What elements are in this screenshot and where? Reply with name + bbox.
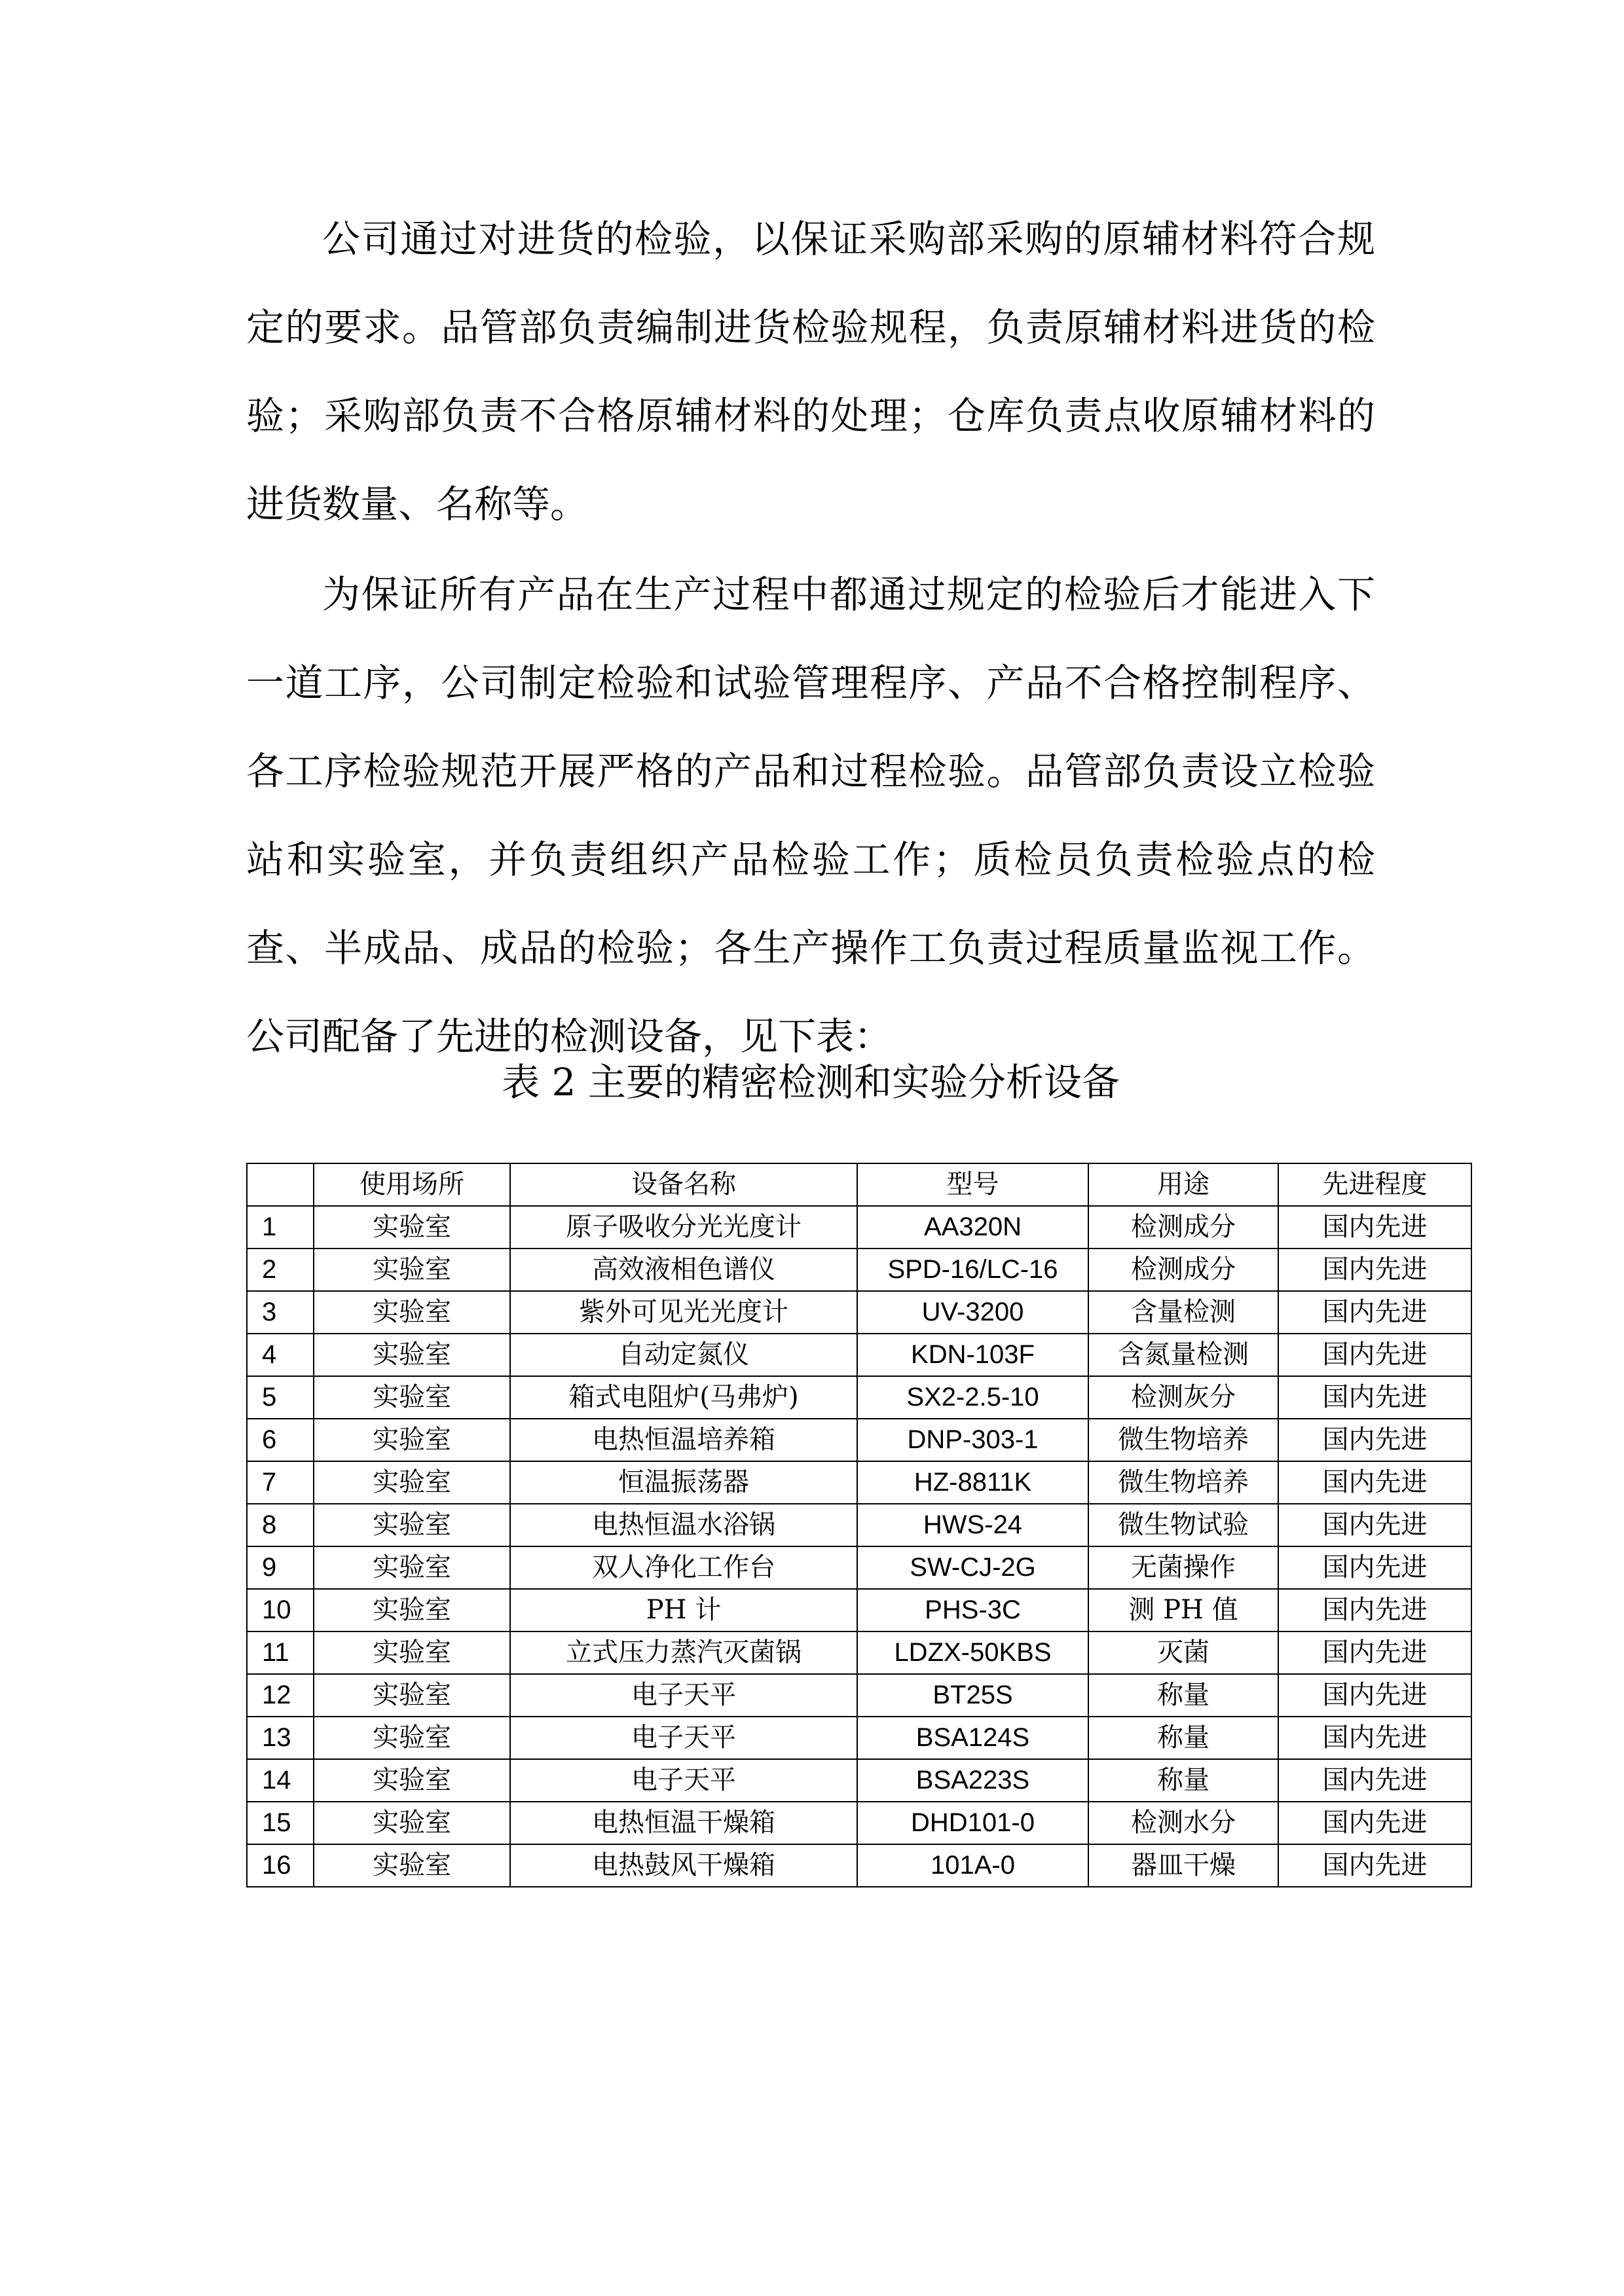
- purpose-cell: 检测灰分: [1088, 1376, 1278, 1419]
- header-advancement: 先进程度: [1278, 1163, 1471, 1206]
- advancement-cell: 国内先进: [1278, 1844, 1471, 1887]
- location-cell: 实验室: [314, 1844, 510, 1887]
- table-row: [247, 1546, 1471, 1589]
- model-cell: PHS-3C: [857, 1589, 1088, 1631]
- row-index: 10: [247, 1589, 314, 1631]
- equipment-name-cell: 电子天平: [510, 1674, 857, 1717]
- location-cell: 实验室: [314, 1674, 510, 1717]
- equipment-name-cell: 自动定氮仪: [510, 1334, 857, 1376]
- model-cell: BSA124S: [857, 1717, 1088, 1759]
- header-purpose: 用途: [1088, 1163, 1278, 1206]
- row-index: 16: [247, 1844, 314, 1887]
- location-cell: 实验室: [314, 1376, 510, 1419]
- equipment-name-cell: 箱式电阻炉(马弗炉): [510, 1376, 857, 1419]
- header-location: 使用场所: [314, 1163, 510, 1206]
- row-index: 4: [247, 1334, 314, 1376]
- row-index: 13: [247, 1717, 314, 1759]
- table-row: [247, 1759, 1471, 1802]
- location-cell: 实验室: [314, 1291, 510, 1334]
- equipment-name-cell: 电热鼓风干燥箱: [510, 1844, 857, 1887]
- location-cell: 实验室: [314, 1546, 510, 1589]
- paragraph-incoming-inspection: 公司通过对进货的检验，以保证采购部采购的原辅材料符合规定的要求。品管部负责编制进货检验规程，负责原辅材料进货的检验；采购部负责不合格原辅材料的处理；仓库负责点收原辅材料的进货数量、名称等。: [246, 217, 1375, 526]
- row-index: 9: [247, 1546, 314, 1589]
- model-cell: 101A-0: [857, 1844, 1088, 1887]
- equipment-name-cell: 紫外可见光光度计: [510, 1291, 857, 1334]
- table-row: [247, 1717, 1471, 1759]
- row-index: 15: [247, 1802, 314, 1844]
- equipment-table: [246, 1163, 1472, 1887]
- model-cell: SX2-2.5-10: [857, 1376, 1088, 1419]
- advancement-cell: 国内先进: [1278, 1334, 1471, 1376]
- row-index: 11: [247, 1631, 314, 1674]
- equipment-name-cell: 高效液相色谱仪: [510, 1248, 857, 1291]
- equipment-name-cell: 双人净化工作台: [510, 1546, 857, 1589]
- location-cell: 实验室: [314, 1248, 510, 1291]
- equipment-name-cell: 电热恒温培养箱: [510, 1419, 857, 1461]
- purpose-cell: 微生物培养: [1088, 1461, 1278, 1504]
- model-cell: BT25S: [857, 1674, 1088, 1717]
- location-cell: 实验室: [314, 1419, 510, 1461]
- location-cell: 实验室: [314, 1759, 510, 1802]
- advancement-cell: 国内先进: [1278, 1674, 1471, 1717]
- paragraph-process-inspection: 为保证所有产品在生产过程中都通过规定的检验后才能进入下一道工序，公司制定检验和试验管理程序、产品不合格控制程序、各工序检验规范开展严格的产品和过程检验。品管部负责设立检验站和实验室，并负责组织产品检验工作；质检员负责检验点的检查、半成品、成品的检验；各生产操作工负责过程质量监视工作。公司配备了先进的检测设备，见下表：: [246, 572, 1375, 1059]
- table-caption: 表 2 主要的精密检测和实验分析设备: [502, 1060, 1120, 1104]
- model-cell: SPD-16/LC-16: [857, 1248, 1088, 1291]
- advancement-cell: 国内先进: [1278, 1802, 1471, 1844]
- location-cell: 实验室: [314, 1589, 510, 1631]
- model-cell: KDN-103F: [857, 1334, 1088, 1376]
- table-row: [247, 1206, 1471, 1248]
- table-row: [247, 1248, 1471, 1291]
- equipment-name-cell: 电热恒温干燥箱: [510, 1802, 857, 1844]
- equipment-name-cell: PH 计: [510, 1589, 857, 1631]
- location-cell: 实验室: [314, 1631, 510, 1674]
- row-index: 1: [247, 1206, 314, 1248]
- row-index: 14: [247, 1759, 314, 1802]
- row-index: 3: [247, 1291, 314, 1334]
- advancement-cell: 国内先进: [1278, 1291, 1471, 1334]
- table-row: [247, 1802, 1471, 1844]
- advancement-cell: 国内先进: [1278, 1759, 1471, 1802]
- equipment-name-cell: 立式压力蒸汽灭菌锅: [510, 1631, 857, 1674]
- equipment-name-cell: 电热恒温水浴锅: [510, 1504, 857, 1546]
- header-equipment-name: 设备名称: [510, 1163, 857, 1206]
- table-row: [247, 1419, 1471, 1461]
- purpose-cell: 微生物试验: [1088, 1504, 1278, 1546]
- advancement-cell: 国内先进: [1278, 1504, 1471, 1546]
- row-index: 6: [247, 1419, 314, 1461]
- location-cell: 实验室: [314, 1717, 510, 1759]
- purpose-cell: 器皿干燥: [1088, 1844, 1278, 1887]
- header-model: 型号: [857, 1163, 1088, 1206]
- model-cell: LDZX-50KBS: [857, 1631, 1088, 1674]
- purpose-cell: 无菌操作: [1088, 1546, 1278, 1589]
- model-cell: HZ-8811K: [857, 1461, 1088, 1504]
- table-row: [247, 1291, 1471, 1334]
- model-cell: BSA223S: [857, 1759, 1088, 1802]
- model-cell: DNP-303-1: [857, 1419, 1088, 1461]
- table-row: [247, 1461, 1471, 1504]
- equipment-name-cell: 电子天平: [510, 1759, 857, 1802]
- purpose-cell: 灭菌: [1088, 1631, 1278, 1674]
- table-row: [247, 1631, 1471, 1674]
- advancement-cell: 国内先进: [1278, 1717, 1471, 1759]
- table-row: [247, 1844, 1471, 1887]
- advancement-cell: 国内先进: [1278, 1248, 1471, 1291]
- table-row: [247, 1334, 1471, 1376]
- purpose-cell: 称量: [1088, 1674, 1278, 1717]
- purpose-cell: 检测成分: [1088, 1248, 1278, 1291]
- advancement-cell: 国内先进: [1278, 1589, 1471, 1631]
- row-index: 2: [247, 1248, 314, 1291]
- location-cell: 实验室: [314, 1334, 510, 1376]
- advancement-cell: 国内先进: [1278, 1461, 1471, 1504]
- row-index: 8: [247, 1504, 314, 1546]
- advancement-cell: 国内先进: [1278, 1419, 1471, 1461]
- table-row: [247, 1504, 1471, 1546]
- header-index: [247, 1163, 314, 1206]
- location-cell: 实验室: [314, 1461, 510, 1504]
- advancement-cell: 国内先进: [1278, 1546, 1471, 1589]
- table-body: [247, 1206, 1471, 1887]
- location-cell: 实验室: [314, 1206, 510, 1248]
- equipment-name-cell: 电子天平: [510, 1717, 857, 1759]
- table-row: [247, 1376, 1471, 1419]
- row-index: 7: [247, 1461, 314, 1504]
- advancement-cell: 国内先进: [1278, 1631, 1471, 1674]
- purpose-cell: 检测水分: [1088, 1802, 1278, 1844]
- model-cell: HWS-24: [857, 1504, 1088, 1546]
- purpose-cell: 称量: [1088, 1717, 1278, 1759]
- table-row: [247, 1674, 1471, 1717]
- advancement-cell: 国内先进: [1278, 1206, 1471, 1248]
- purpose-cell: 称量: [1088, 1759, 1278, 1802]
- equipment-name-cell: 恒温振荡器: [510, 1461, 857, 1504]
- equipment-name-cell: 原子吸收分光光度计: [510, 1206, 857, 1248]
- row-index: 5: [247, 1376, 314, 1419]
- table-header-row: [247, 1163, 1471, 1206]
- purpose-cell: 微生物培养: [1088, 1419, 1278, 1461]
- purpose-cell: 测 PH 值: [1088, 1589, 1278, 1631]
- purpose-cell: 含量检测: [1088, 1291, 1278, 1334]
- location-cell: 实验室: [314, 1802, 510, 1844]
- model-cell: SW-CJ-2G: [857, 1546, 1088, 1589]
- model-cell: AA320N: [857, 1206, 1088, 1248]
- purpose-cell: 检测成分: [1088, 1206, 1278, 1248]
- advancement-cell: 国内先进: [1278, 1376, 1471, 1419]
- model-cell: DHD101-0: [857, 1802, 1088, 1844]
- purpose-cell: 含氮量检测: [1088, 1334, 1278, 1376]
- row-index: 12: [247, 1674, 314, 1717]
- table-row: [247, 1589, 1471, 1631]
- model-cell: UV-3200: [857, 1291, 1088, 1334]
- location-cell: 实验室: [314, 1504, 510, 1546]
